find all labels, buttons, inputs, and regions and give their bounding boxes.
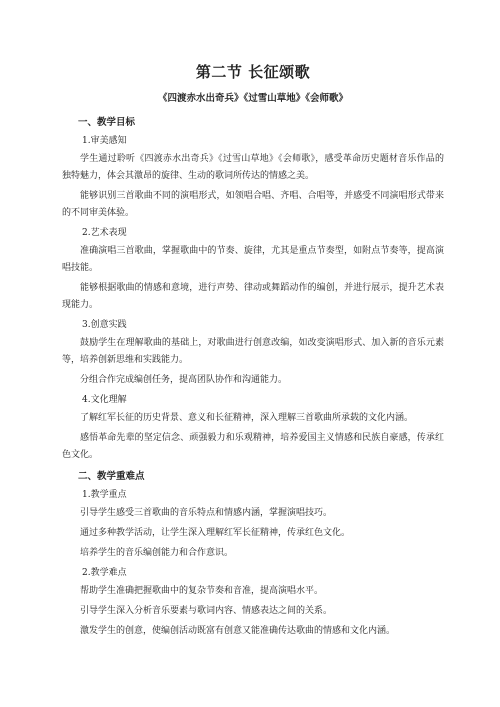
- paragraph: 通过多种教学活动，让学生深入理解红军长征精神，传承红色文化。: [80, 528, 351, 538]
- section-heading-key-points: 二、教学重难点: [78, 471, 145, 482]
- subheading-artistic-expression: 2.艺术表现: [82, 228, 127, 238]
- subheading-aesthetic-perception: 1.审美感知: [82, 136, 127, 146]
- paragraph: 引导学生深入分析音乐要素与歌词内容、情感表达之间的关系。: [80, 606, 333, 616]
- page-title: 第二节 长征颂歌: [195, 63, 311, 81]
- paragraph: 引导学生感受三首歌曲的音乐特点和情感内涵，掌握演唱技巧。: [80, 508, 333, 518]
- paragraph: 了解红军长征的历史背景、意义和长征精神，深入理解三首歌曲所承载的文化内涵。: [80, 413, 414, 423]
- paragraph: 学生通过聆听《四渡赤水出奇兵》《过雪山草地》《会师歌》，感受革命历史题材音乐作品的独特魅力，体会其激昂的旋律、生动的歌词所传达的情感之美。: [62, 154, 444, 181]
- section-heading-teaching-goals: 一、教学目标: [78, 117, 136, 128]
- paragraph: 感悟革命先辈的坚定信念、顽强毅力和乐观精神，培养爱国主义情感和民族自豪感，传承红色文化。: [62, 433, 444, 460]
- paragraph: 帮助学生准确把握歌曲中的复杂节奏和音准，提高演唱水平。: [80, 586, 324, 596]
- paragraph: 鼓励学生在理解歌曲的基础上，对歌曲进行创意改编，如改变演唱形式、加入新的音乐元素等，培养创新思维和实践能力。: [62, 338, 444, 365]
- subheading-teaching-difficulty: 2.教学难点: [82, 568, 127, 578]
- paragraph: 培养学生的音乐编创能力和合作意识。: [80, 548, 234, 558]
- paragraph: 能够识别三首歌曲不同的演唱形式，如领唱合唱、齐唱、合唱等，并感受不同演唱形式带来的不同审美体验。: [62, 191, 444, 218]
- paragraph: 分组合作完成编创任务，提高团队协作和沟通能力。: [80, 375, 288, 385]
- paragraph: 准确演唱三首歌曲，掌握歌曲中的节奏、旋律，尤其是重点节奏型，如附点节奏等，提高演唱技能。: [62, 246, 444, 273]
- paragraph: 能够根据歌曲的情感和意境，进行声势、律动或舞蹈动作的编创，并进行展示，提升艺术表现能力。: [62, 283, 444, 310]
- paragraph: 激发学生的创意，使编创活动既富有创意又能准确传达歌曲的情感和文化内涵。: [80, 626, 396, 636]
- subheading-creative-practice: 3.创意实践: [82, 320, 127, 330]
- subheading-teaching-focus: 1.教学重点: [82, 490, 127, 500]
- page-subtitle: 《四渡赤水出奇兵》《过雪山草地》《会师歌》: [157, 93, 348, 104]
- subheading-cultural-understanding: 4.文化理解: [82, 395, 127, 405]
